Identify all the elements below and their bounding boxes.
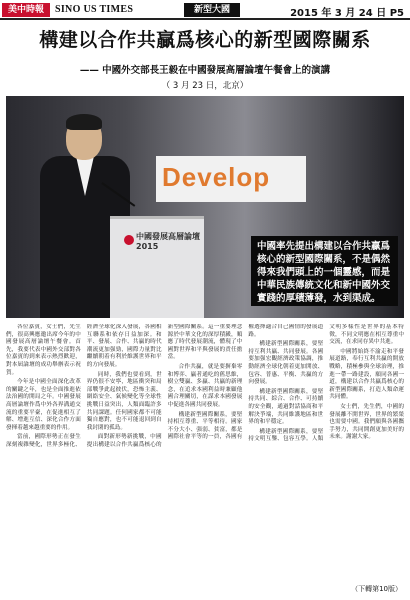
article-paragraph: 面對新形勢新挑戰，中國提出構建以合作共贏爲核心的新型國際關系。這一重要理念源於中華文化的深厚積澱，順應了時代發展潮流，體現了中國對世界和平與發展的責任擔當。 (86, 324, 243, 448)
brand-logo: 美中時報 (2, 3, 50, 17)
backdrop-text: Develop (162, 162, 271, 192)
article-paragraph: 當前，國際形勢正在發生深刻複雜變化，世界多極化、經濟全球化深入發展，各國相互聯系和依存日益加深。和平、發展、合作、共贏的時代潮流更加强勁，國際力量對比繼續朝着有利於維護世界和平的方向發展。 (6, 324, 162, 448)
article-paragraph: 今年是中國全面深化改革的關鍵之年，也是全面推進依法治國的開局之年。中國發展高層論壇作爲中外各界溝通交流的重要平臺，在促進相互了解、增進互信、深化合作方面發揮着越來越重要的作用。 (6, 379, 81, 431)
headline: 構建以合作共贏爲核心的新型國際關系 (39, 29, 371, 51)
backdrop-banner (156, 156, 306, 202)
news-photo (6, 96, 404, 318)
brand-english: SINO US TIMES (55, 4, 134, 15)
continued-note: （下轉第10版） (351, 585, 402, 593)
article-paragraph: 構建新型國際關系，要堅持相互尊重、平等相待。國家不分大小、强弱、貧富，都是國際社會平等的一員，各國有權選擇適合自己國情的發展道路。 (167, 324, 324, 441)
date-text: 2015 年 3 月 24 日 (290, 8, 387, 19)
speaker-hair (66, 114, 102, 130)
podium-text: 中國發展高層論壇 2015 (136, 232, 200, 251)
section-label: 新型大國 (184, 3, 240, 17)
article-paragraph: 各位嘉賓，女士們，先生們，很高興應邀出席今年的中國發展高層論壇午餐會。首先，我要代表中國外交部對各位嘉賓的到來表示熱烈歡迎，對本屆論壇的成功舉辦表示祝賀。 (6, 324, 81, 376)
article-paragraph: 構建新型國際關系，要堅持互利共贏、共同發展。各國要加强宏觀經濟政策協調，推動經濟全球化朝着更加開放、包容、普惠、平衡、共贏的方向發展。 (248, 341, 324, 386)
dateline: （ 3 月 23 日，北京） (161, 81, 249, 91)
article-paragraph: 同時，我們也要看到，世界仍很不安寧，地區衝突和局部戰爭此起彼伏，恐怖主義、網絡安全、氣候變化等全球性挑戰日益突出，人類面臨許多共同課題。任何國家都不可能獨自應對，也不可能退回到自我封閉的孤島。 (86, 371, 162, 431)
pull-quote: 中國率先提出構建以合作共贏爲核心的新型國際關系，不是偶然得來我們頭上的一個靈感，而是中華民族傳統文化和新中國外交實踐的厚積薄發，水到渠成。 (251, 236, 398, 306)
forum-logo-icon (124, 235, 134, 245)
article-paragraph: 中國將始終不渝走和平發展道路，奉行互利共贏的開放戰略，積極參與全球治理，推進一帶一路建設，願同各國一道，構建以合作共贏爲核心的新型國際關系，打造人類命運共同體。 (329, 348, 404, 401)
article-body (6, 324, 404, 576)
masthead (0, 0, 410, 20)
issue-date (290, 4, 404, 19)
page-number: P5 (389, 8, 404, 19)
article-paragraph: 合作共贏，就是要摒棄零和博弈、贏者通吃的舊思維，樹立雙贏、多贏、共贏的新理念，在追求本國利益時兼顧他國合理關切，在謀求本國發展中促進各國共同發展。 (167, 363, 243, 408)
article-paragraph: 構建新型國際關系，要堅持共同、綜合、合作、可持續的安全觀，通過對話協商和平解決爭端，共同維護地區和世界的和平穩定。 (248, 388, 324, 426)
podium (110, 216, 204, 318)
article-paragraph: 構建新型國際關系，要堅持文明互鑒、包容互學。人類文明多樣性是世界的基本特徵，不同文明應在相互尊重中交流，在求同存異中共進。 (248, 324, 404, 443)
subtitle: —— 中國外交部長王毅在中國發展高層論壇午餐會上的演講 (79, 65, 331, 76)
article-paragraph: 女士們，先生們，中國的發展離不開世界，世界的繁榮也需要中國。我們願與各國攜手努力，共同開創更加美好的未來。謝謝大家。 (329, 403, 404, 441)
